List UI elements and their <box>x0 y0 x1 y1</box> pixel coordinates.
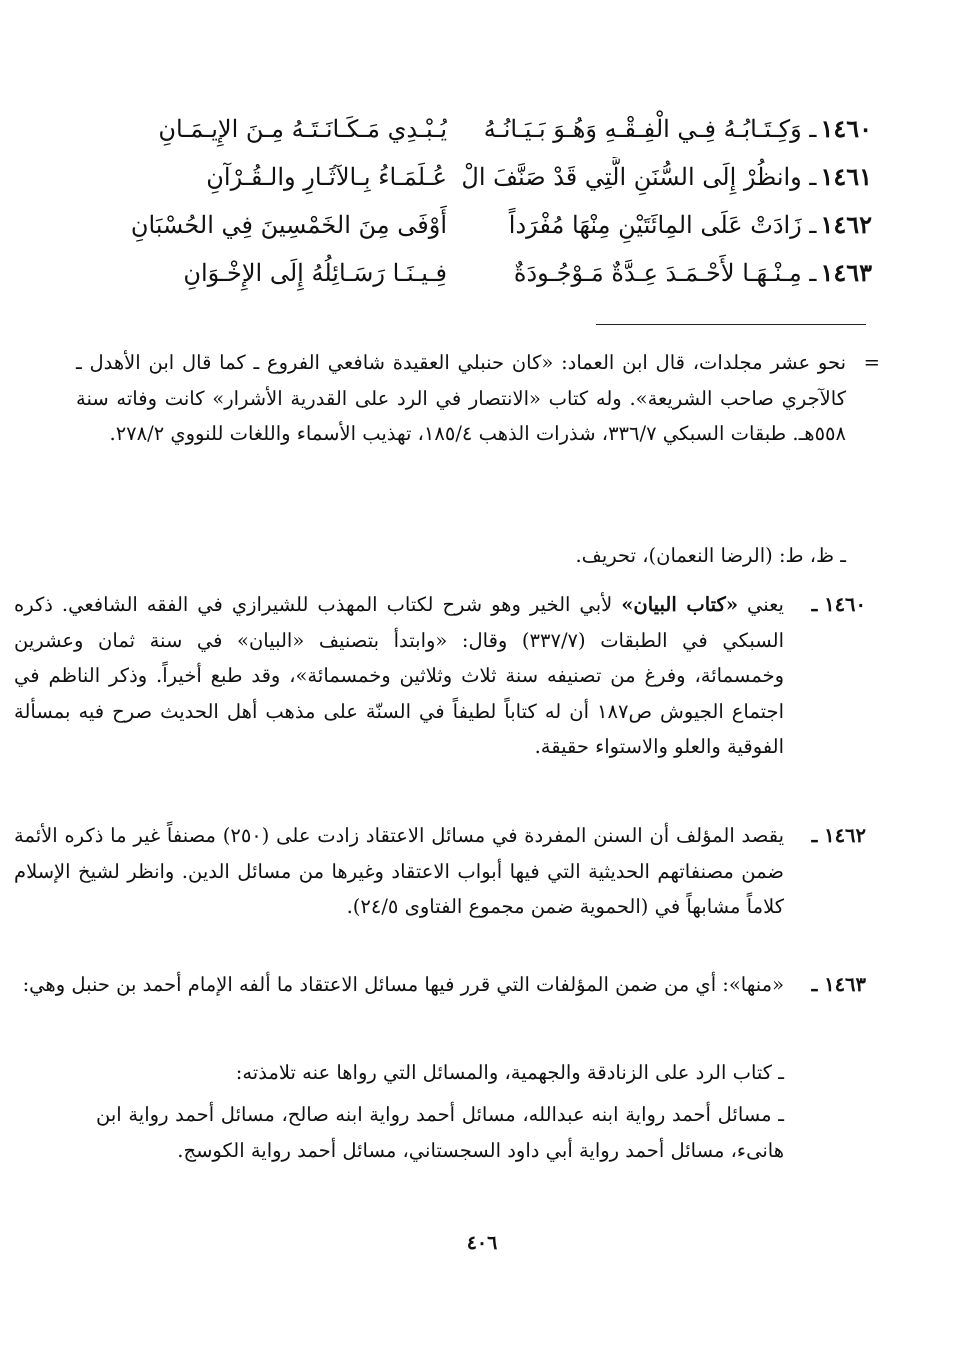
footnote-continued <box>76 345 880 452</box>
verse-first-text: ـ زَادَتْ عَلَى المِائَتَيْنِ مِنْهَا مُفْرَداً <box>508 211 817 239</box>
footnote-list-item: ـ كتاب الرد على الزنادقة والجهمية، والمسائل التي رواها عنه تلامذته: <box>235 1061 784 1084</box>
verse-second-hemistich: يُـبْـدِي مَـكَـانَـتَـهُ مِـنَ الإِيـمَـانِ <box>158 115 447 143</box>
continuation-marker: = <box>863 351 880 374</box>
verse-first-hemistich <box>452 157 872 197</box>
footnote-divider <box>596 324 866 325</box>
footnote-text: نحو عشر مجلدات، قال ابن العماد: «كان حنبلي العقيدة شافعي الفروع ـ كما قال ابن الأهدل ـ كالآجري صاحب الشريعة». وله كتاب «الانتصار في الرد على القدرية الأشرار» كانت وفاته سنة ٥٥٨هـ. طبقات السبكي ٣٣٦/٧، شذرات الذهب ١٨٥/٤، تهذيب الأسماء واللغات للنووي ٢٧٨/٢. <box>76 351 846 445</box>
footnote-number: ١٤٦٣ ـ <box>811 973 866 996</box>
verse-first-hemistich <box>452 253 872 293</box>
footnote-text: «منها»: أي من ضمن المؤلفات التي قرر فيها مسائل الاعتقاد ما ألفه الإمام أحمد بن حنبل وهي: <box>22 973 784 996</box>
verse-first-text: ـ وَكِـتَـابُـهُ فِـي الْفِـقْـهِ وَهُـوَ بَـيَـانُـهُ <box>483 115 817 143</box>
footnote-number: ١٤٦٠ ـ <box>811 593 866 616</box>
verse-first-hemistich <box>452 109 872 149</box>
footnote-1463 <box>14 967 866 1003</box>
page-number: ٤٠٦ <box>466 1232 498 1254</box>
footnote-list-item: ـ مسائل أحمد رواية ابنه عبدالله، مسائل أحمد رواية ابنه صالح، مسائل أحمد رواية ابن هانىء، مسائل أحمد رواية أبي داود السجستاني، مسائل أحمد رواية الكوسج. <box>96 1103 784 1162</box>
verse-first-text: ـ مِـنْـهَـا لأَحْـمَـدَ عِـدَّةٌ مَـوْجُـودَةٌ <box>513 259 817 287</box>
verse-number: ١٤٦١ <box>820 162 872 191</box>
verse-second-hemistich: أَوْفَى مِنَ الخَمْسِينَ فِي الحُسْبَانِ <box>130 211 447 239</box>
footnote-text: يقصد المؤلف أن السنن المفردة في مسائل الاعتقاد زادت على (٢٥٠) مصنفاً غير ما ذكره الأئمة ضمن مصنفاتهم الحديثية التي فيها أبواب الاعتقاد وغيرها من مسائل الدين. وانظر لشيخ الإسلام كلاماً مشابهاً في (الحموية ضمن مجموع الفتاوى ٢٤/٥). <box>14 824 784 918</box>
footnote-1460 <box>14 587 866 765</box>
footnote-1462 <box>14 818 866 925</box>
verse-number: ١٤٦٠ <box>820 114 872 143</box>
verse-1462 <box>87 205 872 245</box>
variant-note: ـ ظ، ط: (الرضا النعمان)، تحريف. <box>575 544 846 567</box>
verse-number: ١٤٦٢ <box>820 210 872 239</box>
verse-first-text: ـ وانظُرْ إِلَى السُّنَنِ الَّتِي قَدْ صَنَّفَ الْ <box>461 163 817 191</box>
verse-1460 <box>87 109 872 149</box>
book-title: «كتاب البيان» <box>621 593 739 616</box>
verse-number: ١٤٦٣ <box>820 258 872 287</box>
verse-second-hemistich: عُـلَمَـاءُ بِـالآثَـارِ والـقُـرْآنِ <box>206 163 447 191</box>
footnote-variant <box>76 538 866 574</box>
verse-second-hemistich: فِـيـنَـا رَسَـائِلُهُ إِلَى الإِخْـوَانِ <box>183 259 447 287</box>
footnote-body: لأبي الخير وهو شرح لكتاب المهذب للشيرازي في الفقه الشافعي. ذكره السبكي في الطبقات (٣٣٧/٧) وقال: «وابتدأ بتصنيف «البيان» في سنة ثمان وعشرين وخمسمائة، وفرغ من تصنيفه سنة ثلاث وثلاثين وخمسمائة»، وقد طبع أخيراً. وذكر الناظم في اجتماع الجيوش ص١٨٧ أن له كتاباً لطيفاً في السنّة على مذهب أهل الحديث صرح فيه بمسألة الفوقية والعلو والاستواء حقيقة. <box>14 593 784 758</box>
verse-first-hemistich <box>452 205 872 245</box>
verse-1461 <box>87 157 872 197</box>
footnote-text <box>14 587 784 765</box>
verse-1463 <box>87 253 872 293</box>
footnote-lead: يعني <box>738 593 784 616</box>
footnote-number: ١٤٦٢ ـ <box>811 824 866 847</box>
